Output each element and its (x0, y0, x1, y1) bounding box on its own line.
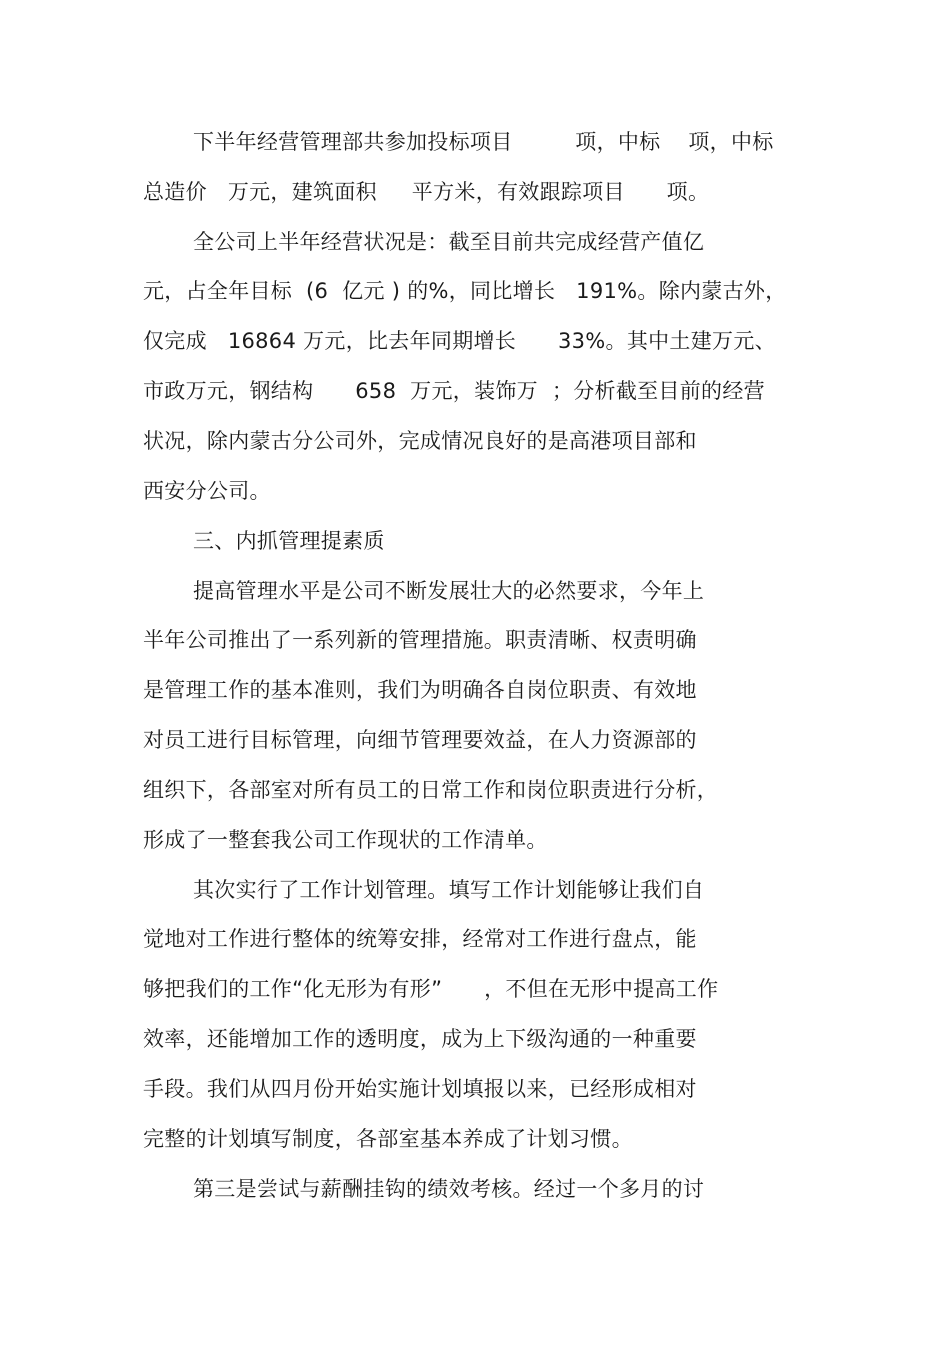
paragraph-line: 元，占全年目标 (6 亿元 ) 的%，同比增长 191%。除内蒙古外， (143, 279, 787, 303)
paragraph-line: 全公司上半年经营状况是：截至目前共完成经营产值亿 (193, 230, 705, 254)
paragraph-line: 西安分公司。 (143, 479, 271, 503)
paragraph-line: 是管理工作的基本准则，我们为明确各自岗位职责、有效地 (143, 678, 697, 702)
paragraph-line: 提高管理水平是公司不断发展壮大的必然要求，今年上 (193, 579, 705, 603)
paragraph-line: 其次实行了工作计划管理。填写工作计划能够让我们自 (193, 878, 705, 902)
paragraph-line: 半年公司推出了一系列新的管理措施。职责清晰、权责明确 (143, 628, 697, 652)
paragraph-line: 总造价 万元，建筑面积 平方米，有效跟踪项目 项。 (143, 180, 710, 204)
paragraph-line: 仅完成 16864 万元，比去年同期增长 33%。其中土建万元、 (143, 329, 776, 353)
paragraph-line: 够把我们的工作“化无形为有形” ，不但在无形中提高工作 (143, 977, 719, 1001)
paragraph-line: 觉地对工作进行整体的统筹安排，经常对工作进行盘点，能 (143, 927, 697, 951)
paragraph-line: 市政万元，钢结构 658 万元，装饰万 ；分析截至目前的经营 (143, 379, 765, 403)
paragraph-line: 完整的计划填写制度，各部室基本养成了计划习惯。 (143, 1127, 633, 1151)
paragraph-line: 效率，还能增加工作的透明度，成为上下级沟通的一种重要 (143, 1027, 697, 1051)
paragraph-line: 形成了一整套我公司工作现状的工作清单。 (143, 828, 548, 852)
paragraph-line: 组织下，各部室对所有员工的日常工作和岗位职责进行分析， (143, 778, 719, 802)
paragraph-line: 第三是尝试与薪酬挂钩的绩效考核。经过一个多月的讨 (193, 1177, 705, 1201)
paragraph-line: 下半年经营管理部共参加投标项目 项，中标 项，中标 (193, 130, 774, 154)
paragraph-line: 对员工进行目标管理，向细节管理要效益，在人力资源部的 (143, 728, 697, 752)
paragraph-line: 手段。我们从四月份开始实施计划填报以来，已经形成相对 (143, 1077, 697, 1101)
section-heading: 三、内抓管理提素质 (193, 529, 385, 553)
paragraph-line: 状况，除内蒙古分公司外，完成情况良好的是高港项目部和 (143, 429, 697, 453)
